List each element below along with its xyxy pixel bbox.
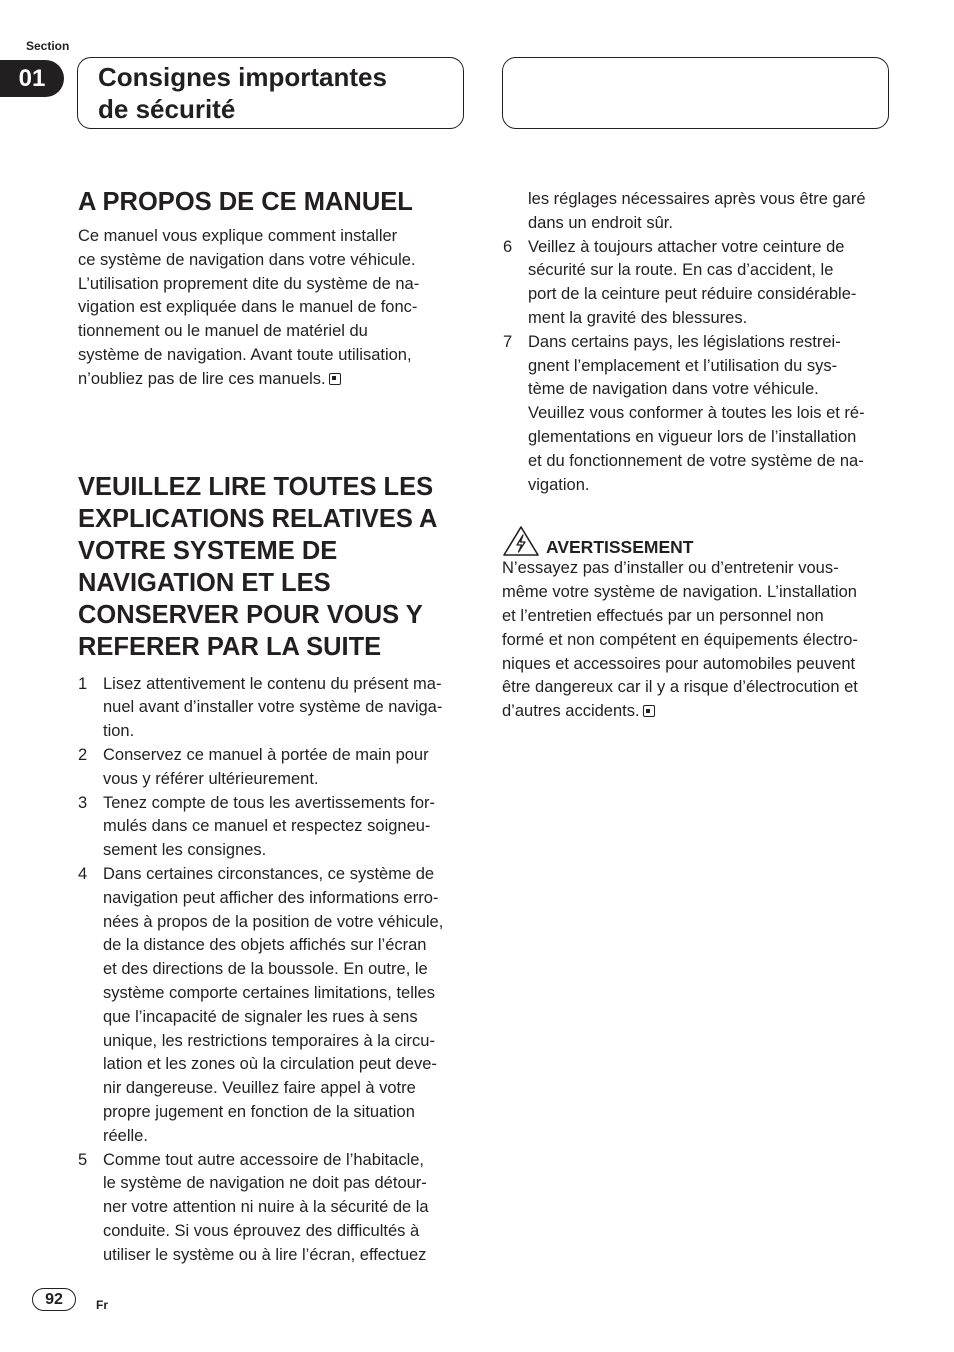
text-line: Tenez compte de tous les avertissements for- [103, 793, 435, 812]
list-item [78, 673, 466, 744]
text-line: port de la ceinture peut réduire considérable- [528, 285, 857, 304]
text-line: glementations en vigueur lors de l’installation [528, 427, 857, 446]
right-column [502, 188, 886, 724]
text-line: que l’incapacité de signaler les rues à sens [103, 1007, 418, 1026]
text-line: être dangereux car il y a risque d’électrocution et [502, 678, 858, 697]
section-title-box [77, 57, 464, 129]
about-heading: A PROPOS DE CE MANUEL [78, 188, 413, 216]
section-title [98, 61, 387, 125]
text-line: n’oubliez pas de lire ces manuels. [78, 369, 326, 388]
heading-line: REFERER PAR LA SUITE [78, 632, 382, 661]
text-line: et du fonctionnement de votre système de na- [528, 451, 864, 470]
text-line: nées à propos de la position de votre véhicule, [103, 912, 444, 931]
item-number: 3 [78, 793, 88, 812]
text-line: tème de navigation dans votre véhicule. [528, 380, 819, 399]
text-line: et des directions de la boussole. En outre, le [103, 960, 428, 979]
section-title-line: de sécurité [98, 94, 236, 124]
text-line: ce système de navigation dans votre véhicule. [78, 250, 416, 269]
text-line: vigation est expliquée dans le manuel de fonc- [78, 298, 418, 317]
item-number: 7 [503, 332, 513, 351]
text-line: réelle. [103, 1126, 148, 1145]
end-of-section-icon [329, 373, 341, 385]
text-line: et l’entretien effectués par un personnel non [502, 606, 824, 625]
text-line: le système de navigation ne doit pas détour- [103, 1174, 427, 1193]
text-line: Ce manuel vous explique comment installer [78, 227, 398, 245]
section-title-line: Consignes importantes [98, 62, 387, 92]
text-line: système de navigation. Avant toute utilisation, [78, 345, 412, 364]
warning-paragraph [502, 557, 886, 724]
list-item [78, 863, 466, 1149]
text-line: sement les consignes. [103, 841, 267, 860]
list-item [503, 331, 886, 498]
text-line: conduite. Si vous éprouvez des difficultés à [103, 1221, 420, 1240]
text-line: ment la gravité des blessures. [528, 308, 748, 327]
section-label: Section [26, 39, 70, 53]
list-item [78, 792, 466, 863]
item-number: 4 [78, 864, 88, 883]
text-line: même votre système de navigation. L’installation [502, 583, 857, 602]
text-line: Veillez à toujours attacher votre ceinture de [528, 237, 845, 256]
text-line: gnent l’emplacement et l’utilisation du sys- [528, 356, 838, 375]
text-line: Conservez ce manuel à portée de main pour [103, 745, 429, 764]
text-line: L’utilisation proprement dite du système de na- [78, 274, 420, 293]
item-number: 5 [78, 1150, 88, 1169]
text-line: nir dangereuse. Veuillez faire appel à votre [103, 1079, 416, 1098]
text-line: propre jugement en fonction de la situation [103, 1102, 415, 1121]
text-line: nuel avant d’installer votre système de naviga- [103, 698, 443, 717]
empty-header-box [502, 57, 889, 129]
warning-header [502, 525, 886, 557]
text-line: d’autres accidents. [502, 702, 640, 721]
text-line: niques et accessoires pour automobiles peuvent [502, 654, 856, 673]
text-line: système comporte certaines limitations, telles [103, 983, 435, 1002]
item-number: 1 [78, 674, 88, 693]
warning-title: AVERTISSEMENT [546, 537, 694, 558]
text-line: Dans certaines circonstances, ce système de [103, 864, 435, 883]
heading-line: EXPLICATIONS RELATIVES A [78, 504, 438, 533]
list-item [78, 744, 466, 792]
text-line: Comme tout autre accessoire de l’habitacle, [103, 1150, 424, 1169]
language-code: Fr [96, 1298, 108, 1312]
text-line: N’essayez pas d’installer ou d’entretenir vous- [502, 559, 839, 578]
text-line: tionnement ou le manuel de matériel du [78, 322, 368, 341]
instructions-list [78, 673, 466, 1268]
text-line: tion. [103, 722, 135, 741]
text-line: unique, les restrictions temporaires à la circu- [103, 1031, 435, 1050]
heading-line: VEUILLEZ LIRE TOUTES LES [78, 472, 434, 501]
end-of-section-icon [643, 705, 655, 717]
heading-line: NAVIGATION ET LES [78, 568, 331, 597]
about-paragraph [78, 225, 466, 392]
text-line: mulés dans ce manuel et respectez soigneu- [103, 817, 431, 836]
page-number: 92 [32, 1288, 76, 1311]
text-line: lation et les zones où la circulation peut deve- [103, 1055, 437, 1074]
text-line: les réglages nécessaires après vous être garé [528, 190, 866, 208]
item-number: 6 [503, 237, 513, 256]
instructions-list-continued [503, 236, 886, 498]
list-item [503, 236, 886, 331]
read-heading [78, 471, 466, 663]
text-line: utiliser le système ou à lire l’écran, effectuez [103, 1245, 427, 1264]
text-line: Veuillez vous conformer à toutes les lois et ré- [528, 404, 865, 423]
heading-line: CONSERVER POUR VOUS Y [78, 600, 423, 629]
text-line: navigation peut afficher des informations erro- [103, 888, 439, 907]
text-line: vigation. [528, 475, 590, 494]
section-number-tab: 01 [0, 60, 64, 97]
left-column [78, 185, 466, 1268]
heading-line: VOTRE SYSTEME DE [78, 536, 338, 565]
text-line: vous y référer ultérieurement. [103, 769, 319, 788]
warning-triangle-icon [502, 525, 540, 557]
text-line: ner votre attention ni nuire à la sécurité de la [103, 1198, 429, 1217]
list-item [78, 1149, 466, 1268]
text-line: dans un endroit sûr. [528, 213, 673, 232]
text-line: Lisez attentivement le contenu du présent ma- [103, 674, 442, 693]
text-line: de la distance des objets affichés sur l’écran [103, 936, 427, 955]
text-line: Dans certains pays, les législations restrei- [528, 332, 841, 351]
item-number: 2 [78, 745, 88, 764]
continuation-paragraph [502, 188, 886, 236]
text-line: sécurité sur la route. En cas d’accident, le [528, 261, 834, 280]
text-line: formé et non compétent en équipements électro- [502, 630, 858, 649]
